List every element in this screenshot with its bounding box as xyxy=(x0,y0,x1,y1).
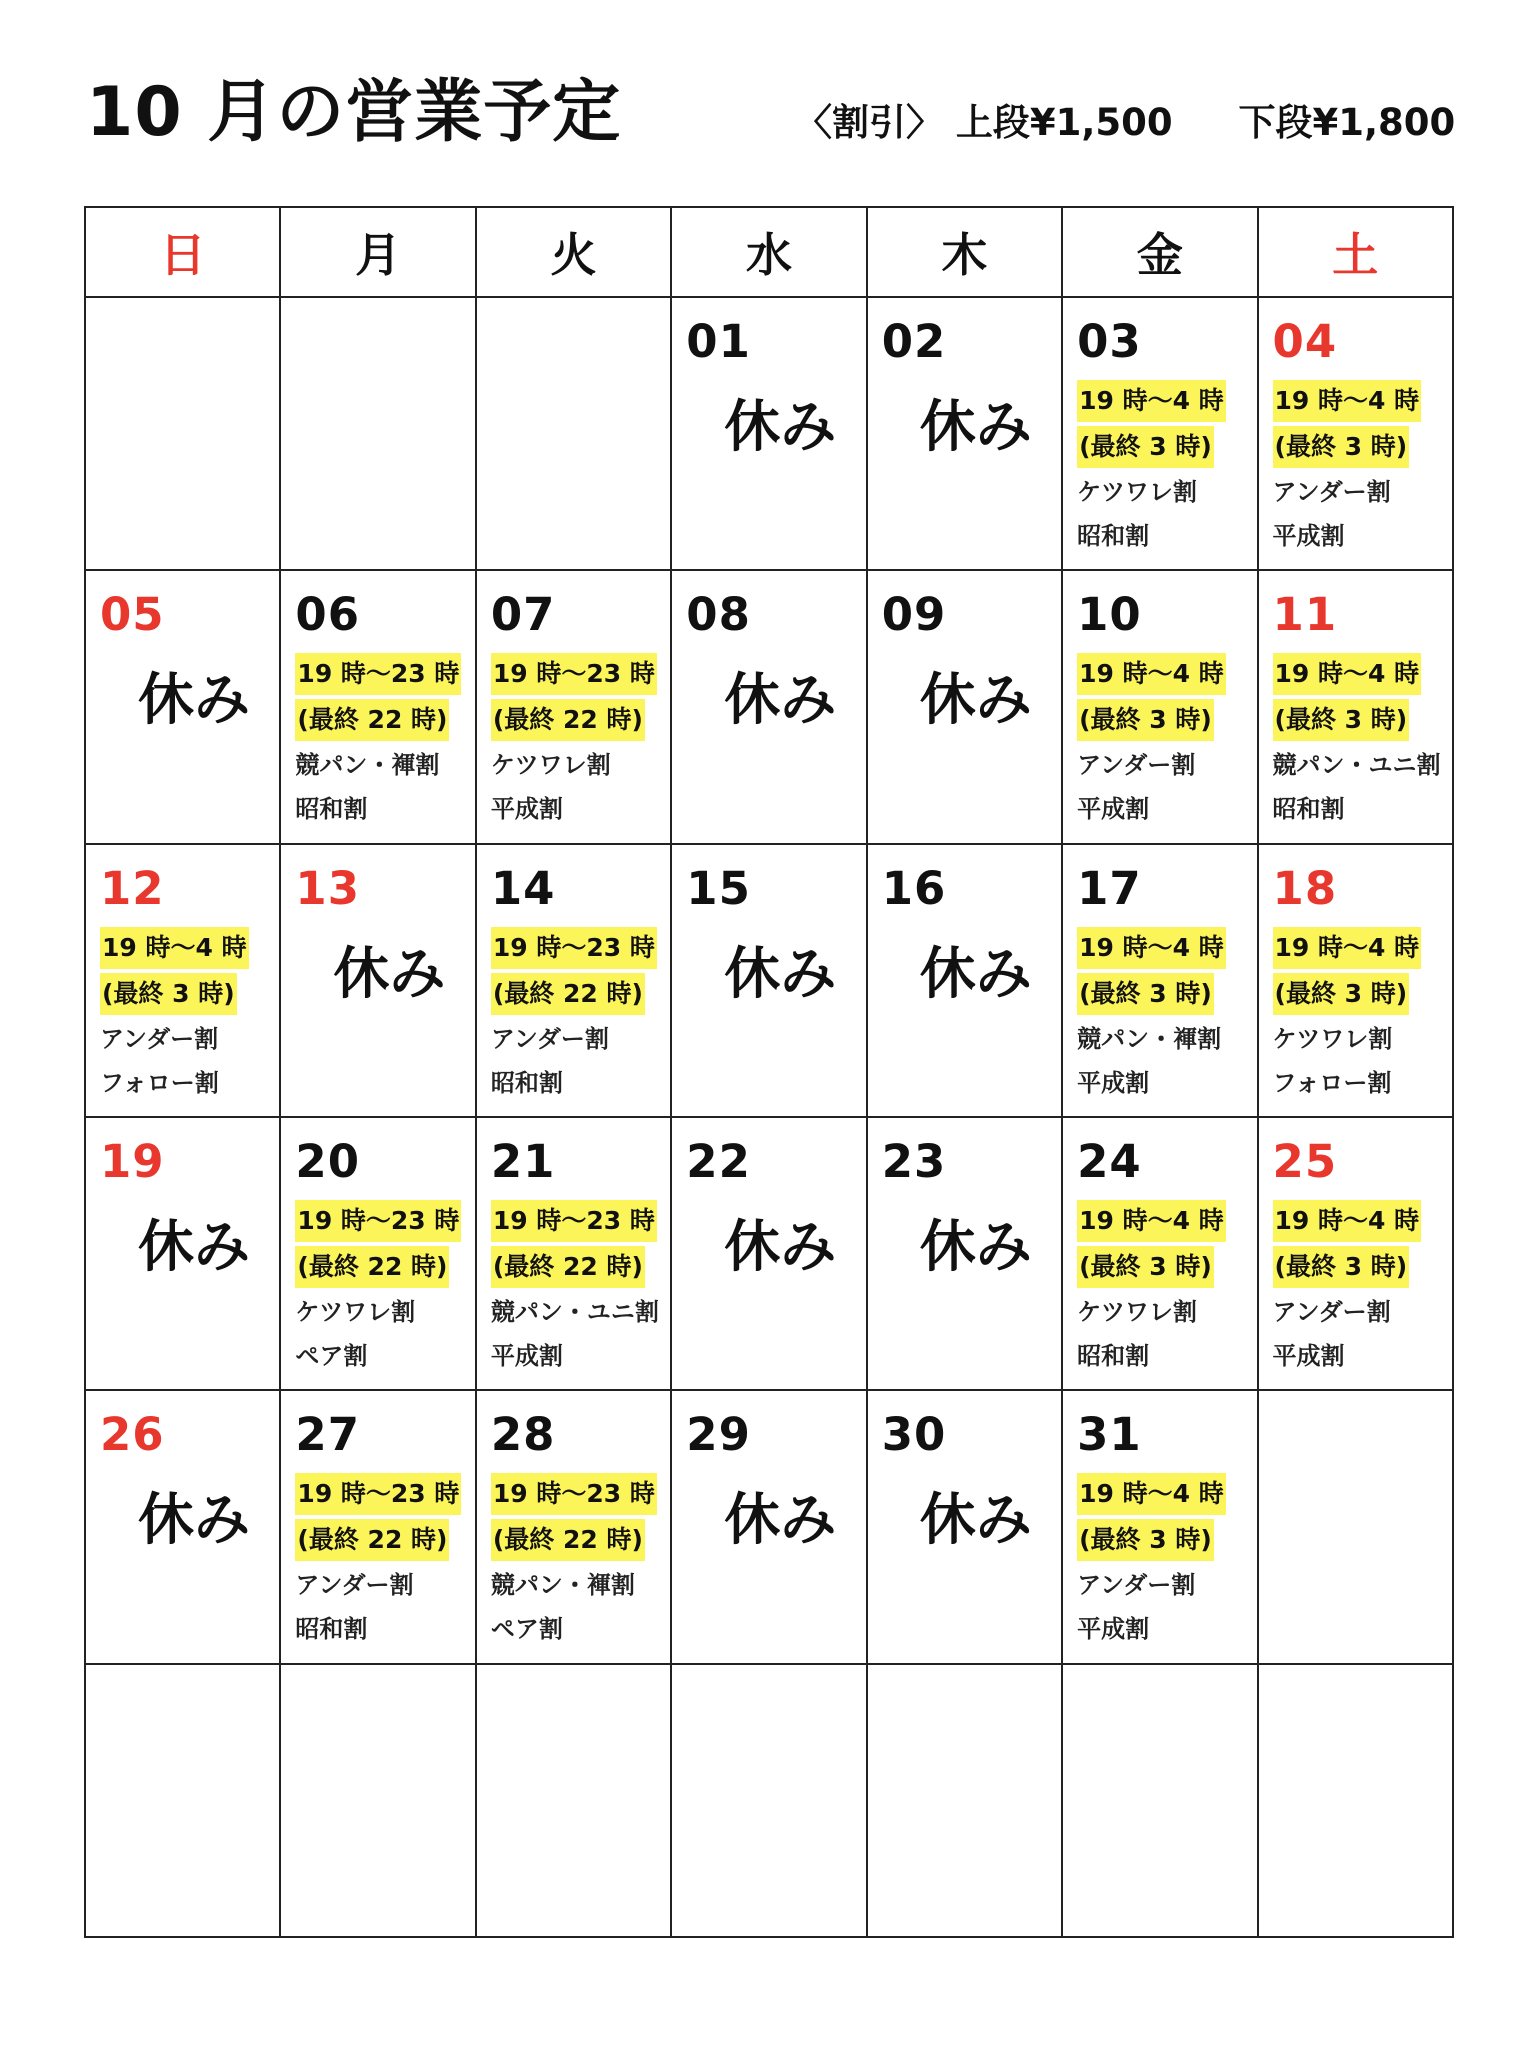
day-number: 13 xyxy=(295,861,361,915)
last-entry: (最終 22 時) xyxy=(491,973,645,1015)
discount-item: ペア割 xyxy=(490,1615,563,1644)
discount-item: フォロー割 xyxy=(1272,1068,1392,1097)
day-number: 23 xyxy=(881,1134,947,1188)
day-number: 24 xyxy=(1077,1134,1142,1188)
discount-item: 競パン・ユニ割 xyxy=(1272,751,1441,780)
opening-hours: 19 時～4 時 xyxy=(1077,927,1226,969)
closed-label: 休み xyxy=(919,941,1032,1007)
weekday-sun: 日 xyxy=(85,207,280,297)
day-number: 01 xyxy=(686,315,751,368)
opening-hours: 19 時～23 時 xyxy=(491,1473,657,1515)
calendar-week-row xyxy=(85,844,1453,1117)
day-number: 07 xyxy=(490,588,556,642)
discount-item: ケツワレ割 xyxy=(1077,478,1197,506)
calendar-day-cell xyxy=(1258,844,1453,1117)
calendar-week-row xyxy=(85,1390,1453,1663)
calendar-day-cell xyxy=(671,844,866,1117)
calendar-day-cell xyxy=(1258,1664,1453,1937)
closed-label: 休み xyxy=(724,1488,837,1554)
calendar-day-cell xyxy=(1062,1117,1257,1390)
calendar-day-cell xyxy=(1258,570,1453,843)
discount-item: 平成割 xyxy=(1272,1341,1345,1370)
weekday-mon: 月 xyxy=(280,207,475,297)
calendar-day-cell xyxy=(1258,297,1453,570)
calendar-day-cell xyxy=(476,1117,671,1390)
calendar-day-cell xyxy=(867,570,1062,843)
discount-item: 平成割 xyxy=(490,1341,563,1370)
discount-info xyxy=(795,92,1455,146)
discount-item: ケツワレ割 xyxy=(1077,1297,1197,1326)
calendar-day-cell xyxy=(671,297,866,570)
day-number: 14 xyxy=(490,861,556,915)
calendar-table xyxy=(84,206,1454,1938)
discount-item: 平成割 xyxy=(1272,522,1345,550)
calendar-day-cell xyxy=(85,297,280,570)
calendar-day-cell xyxy=(1062,297,1257,570)
discount-item: アンダー割 xyxy=(490,1024,609,1053)
day-number: 19 xyxy=(100,1134,165,1188)
opening-hours: 19 時～4 時 xyxy=(1273,653,1422,695)
last-entry: (最終 22 時) xyxy=(491,699,645,741)
calendar-day-cell xyxy=(1258,1390,1453,1663)
calendar-day-cell xyxy=(85,844,280,1117)
closed-label: 休み xyxy=(724,941,837,1007)
day-number: 25 xyxy=(1272,1134,1338,1188)
discount-item: アンダー割 xyxy=(1272,1297,1391,1326)
day-number: 10 xyxy=(1077,588,1142,642)
calendar-day-cell xyxy=(85,1117,280,1390)
discount-item: 競パン・褌割 xyxy=(295,751,440,780)
last-entry: (最終 3 時) xyxy=(1077,426,1214,468)
calendar-day-cell xyxy=(671,1117,866,1390)
closed-label: 休み xyxy=(919,668,1032,734)
discount-item: 平成割 xyxy=(1077,1615,1150,1644)
last-entry: (最終 3 時) xyxy=(1077,1246,1214,1288)
page-title: 10 月の営業予定 xyxy=(86,73,622,152)
opening-hours: 19 時～23 時 xyxy=(491,927,657,969)
opening-hours: 19 時～4 時 xyxy=(1273,1200,1422,1242)
calendar-day-cell xyxy=(476,570,671,843)
day-number: 27 xyxy=(295,1408,361,1462)
last-entry: (最終 3 時) xyxy=(1273,426,1410,468)
calendar-day-cell xyxy=(1062,1664,1257,1937)
discount-label: 〈割引〉 xyxy=(795,101,943,144)
calendar-day-cell xyxy=(476,1390,671,1663)
last-entry: (最終 3 時) xyxy=(100,973,237,1015)
opening-hours: 19 時～23 時 xyxy=(295,1473,461,1515)
closed-label: 休み xyxy=(138,668,250,734)
last-entry: (最終 3 時) xyxy=(1077,699,1214,741)
opening-hours: 19 時～4 時 xyxy=(1273,380,1422,422)
calendar-day-cell xyxy=(280,297,475,570)
day-number: 04 xyxy=(1272,315,1338,368)
calendar-day-cell xyxy=(671,570,866,843)
weekday-thu: 木 xyxy=(867,207,1062,297)
weekday-wed: 水 xyxy=(671,207,866,297)
upper-price: 上段¥1,500 xyxy=(955,101,1173,144)
lower-price: 下段¥1,800 xyxy=(1238,101,1456,144)
opening-hours: 19 時～4 時 xyxy=(1077,653,1226,695)
day-number: 03 xyxy=(1077,315,1142,368)
calendar-day-cell xyxy=(671,1390,866,1663)
calendar-day-cell xyxy=(280,570,475,843)
calendar-day-cell xyxy=(1062,1390,1257,1663)
closed-label: 休み xyxy=(724,1214,837,1280)
calendar-day-cell xyxy=(1062,570,1257,843)
day-number: 15 xyxy=(686,861,751,915)
calendar-week-row xyxy=(85,1664,1453,1937)
calendar-day-cell xyxy=(1258,1117,1453,1390)
weekday-sat: 土 xyxy=(1258,207,1453,297)
opening-hours: 19 時～23 時 xyxy=(491,1200,657,1242)
calendar-week-row xyxy=(85,297,1453,570)
opening-hours: 19 時～23 時 xyxy=(295,1200,461,1242)
calendar-day-cell xyxy=(476,1664,671,1937)
calendar-day-cell xyxy=(85,1664,280,1937)
calendar-day-cell xyxy=(85,570,280,843)
opening-hours: 19 時～4 時 xyxy=(1077,380,1226,422)
closed-label: 休み xyxy=(724,395,837,460)
day-number: 22 xyxy=(686,1134,751,1188)
discount-item: 平成割 xyxy=(1077,1068,1150,1097)
day-number: 20 xyxy=(295,1134,361,1188)
closed-label: 休み xyxy=(919,1488,1032,1554)
opening-hours: 19 時～4 時 xyxy=(100,927,249,969)
discount-item: アンダー割 xyxy=(100,1024,219,1053)
calendar-day-cell xyxy=(867,844,1062,1117)
closed-label: 休み xyxy=(333,941,446,1007)
closed-label: 休み xyxy=(138,1214,250,1280)
calendar-day-cell xyxy=(671,1664,866,1937)
day-number: 09 xyxy=(881,588,947,642)
day-number: 16 xyxy=(881,861,947,915)
day-number: 26 xyxy=(100,1408,165,1462)
discount-item: フォロー割 xyxy=(100,1068,219,1097)
calendar-day-cell xyxy=(476,844,671,1117)
discount-item: 昭和割 xyxy=(295,795,368,824)
last-entry: (最終 22 時) xyxy=(491,1246,645,1288)
closed-label: 休み xyxy=(919,395,1032,460)
calendar-day-cell xyxy=(867,1117,1062,1390)
opening-hours: 19 時～4 時 xyxy=(1077,1473,1226,1515)
day-number: 18 xyxy=(1272,861,1338,915)
last-entry: (最終 3 時) xyxy=(1273,1246,1410,1288)
closed-label: 休み xyxy=(724,668,837,734)
discount-item: 昭和割 xyxy=(1077,1341,1150,1370)
day-number: 29 xyxy=(686,1408,751,1462)
calendar-day-cell xyxy=(85,1390,280,1663)
weekday-tue: 火 xyxy=(476,207,671,297)
discount-item: 昭和割 xyxy=(1272,795,1345,824)
day-number: 31 xyxy=(1077,1408,1142,1462)
weekday-fri: 金 xyxy=(1062,207,1257,297)
opening-hours: 19 時～23 時 xyxy=(295,653,461,695)
discount-item: 昭和割 xyxy=(295,1615,368,1644)
calendar-day-cell xyxy=(867,1664,1062,1937)
calendar-week-row xyxy=(85,570,1453,843)
day-number: 21 xyxy=(490,1134,556,1188)
closed-label: 休み xyxy=(138,1488,250,1554)
opening-hours: 19 時～4 時 xyxy=(1077,1200,1226,1242)
day-number: 11 xyxy=(1272,588,1338,642)
discount-item: ケツワレ割 xyxy=(1272,1024,1393,1053)
discount-item: アンダー割 xyxy=(1077,751,1196,780)
discount-item: アンダー割 xyxy=(295,1571,414,1600)
last-entry: (最終 3 時) xyxy=(1273,973,1410,1015)
discount-item: 競パン・褌割 xyxy=(1077,1024,1222,1053)
last-entry: (最終 22 時) xyxy=(491,1519,645,1561)
calendar-day-cell xyxy=(280,844,475,1117)
weekday-header-row xyxy=(85,207,1453,297)
discount-item: ケツワレ割 xyxy=(490,751,611,780)
calendar-week-row xyxy=(85,1117,1453,1390)
opening-hours: 19 時～4 時 xyxy=(1273,927,1422,969)
last-entry: (最終 3 時) xyxy=(1077,973,1214,1015)
closed-label: 休み xyxy=(919,1214,1032,1280)
day-number: 30 xyxy=(881,1408,947,1462)
day-number: 12 xyxy=(100,861,165,915)
discount-item: 昭和割 xyxy=(490,1068,563,1097)
last-entry: (最終 3 時) xyxy=(1273,699,1410,741)
last-entry: (最終 3 時) xyxy=(1077,1519,1214,1561)
day-number: 02 xyxy=(881,315,947,368)
calendar-day-cell xyxy=(280,1664,475,1937)
opening-hours: 19 時～23 時 xyxy=(491,653,657,695)
calendar-day-cell xyxy=(476,297,671,570)
last-entry: (最終 22 時) xyxy=(295,699,449,741)
discount-item: 平成割 xyxy=(490,795,563,824)
calendar-day-cell xyxy=(280,1117,475,1390)
day-number: 05 xyxy=(100,588,165,642)
day-number: 28 xyxy=(490,1408,556,1462)
calendar-day-cell xyxy=(280,1390,475,1663)
discount-item: 競パン・ユニ割 xyxy=(490,1297,659,1326)
day-number: 06 xyxy=(295,588,361,642)
discount-item: ペア割 xyxy=(295,1341,368,1370)
calendar-day-cell xyxy=(867,1390,1062,1663)
discount-item: 平成割 xyxy=(1077,795,1150,824)
discount-item: アンダー割 xyxy=(1272,478,1391,506)
discount-item: ケツワレ割 xyxy=(295,1297,416,1326)
calendar-day-cell xyxy=(867,297,1062,570)
day-number: 17 xyxy=(1077,861,1142,915)
calendar-day-cell xyxy=(1062,844,1257,1117)
last-entry: (最終 22 時) xyxy=(295,1246,449,1288)
discount-item: 昭和割 xyxy=(1077,522,1150,550)
last-entry: (最終 22 時) xyxy=(295,1519,449,1561)
discount-item: 競パン・褌割 xyxy=(490,1571,635,1600)
day-number: 08 xyxy=(686,588,751,642)
discount-item: アンダー割 xyxy=(1077,1571,1196,1600)
